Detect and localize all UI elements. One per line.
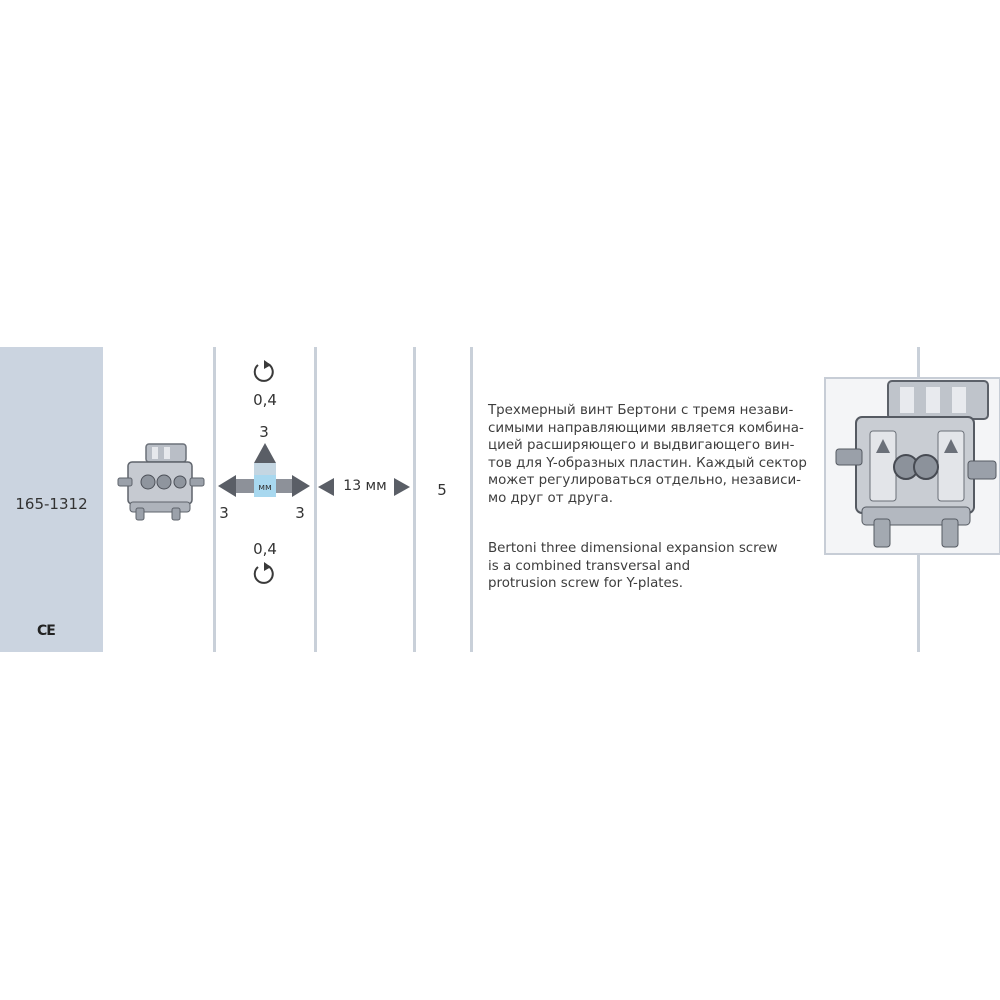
product-row	[0, 347, 1000, 652]
arrow-left-icon	[318, 478, 334, 496]
ce-mark: CE	[37, 623, 55, 639]
product-code: 165-1312	[15, 495, 88, 513]
rotate-clockwise-icon	[250, 561, 278, 587]
description-line: protrusion screw for Y-plates.	[488, 576, 684, 591]
description-line: мо друг от друга.	[488, 490, 613, 506]
description-line: Трехмерный винт Бертони с тремя незави-	[488, 403, 794, 418]
turn-value-bottom: 0,4	[253, 540, 277, 558]
screw-detail-image	[826, 379, 999, 553]
description-ru	[488, 402, 818, 507]
column-divider	[314, 347, 317, 652]
arrow-right-icon	[394, 478, 410, 496]
description-line: тов для Y-образных пластин. Каждый сектор	[488, 455, 807, 471]
description-line: Bertoni three dimensional expansion screw	[488, 541, 778, 556]
length-indicator	[318, 477, 414, 497]
quantity-value: 5	[437, 481, 447, 499]
turn-value-top: 0,4	[253, 391, 277, 409]
expansion-right-value: 3	[295, 504, 305, 522]
rotate-clockwise-icon	[250, 359, 278, 385]
description-line: is a combined transversal and	[488, 558, 691, 574]
description-line: симыми направляющими является комбина-	[488, 420, 804, 436]
description-en	[488, 540, 818, 593]
product-photo	[824, 377, 1000, 555]
unit-label: мм	[258, 483, 272, 493]
column-divider	[470, 347, 473, 652]
description-line: может регулироваться отдельно, независи-	[488, 473, 801, 488]
expansion-up-value: 3	[259, 423, 269, 441]
description-line: цией расширяющего и выдвигающего вин-	[488, 438, 795, 453]
length-value: 13 мм	[343, 478, 387, 494]
column-divider	[413, 347, 416, 652]
screw-thumbnail-image	[116, 442, 208, 522]
product-code-column	[0, 347, 103, 652]
expansion-left-value: 3	[219, 504, 229, 522]
